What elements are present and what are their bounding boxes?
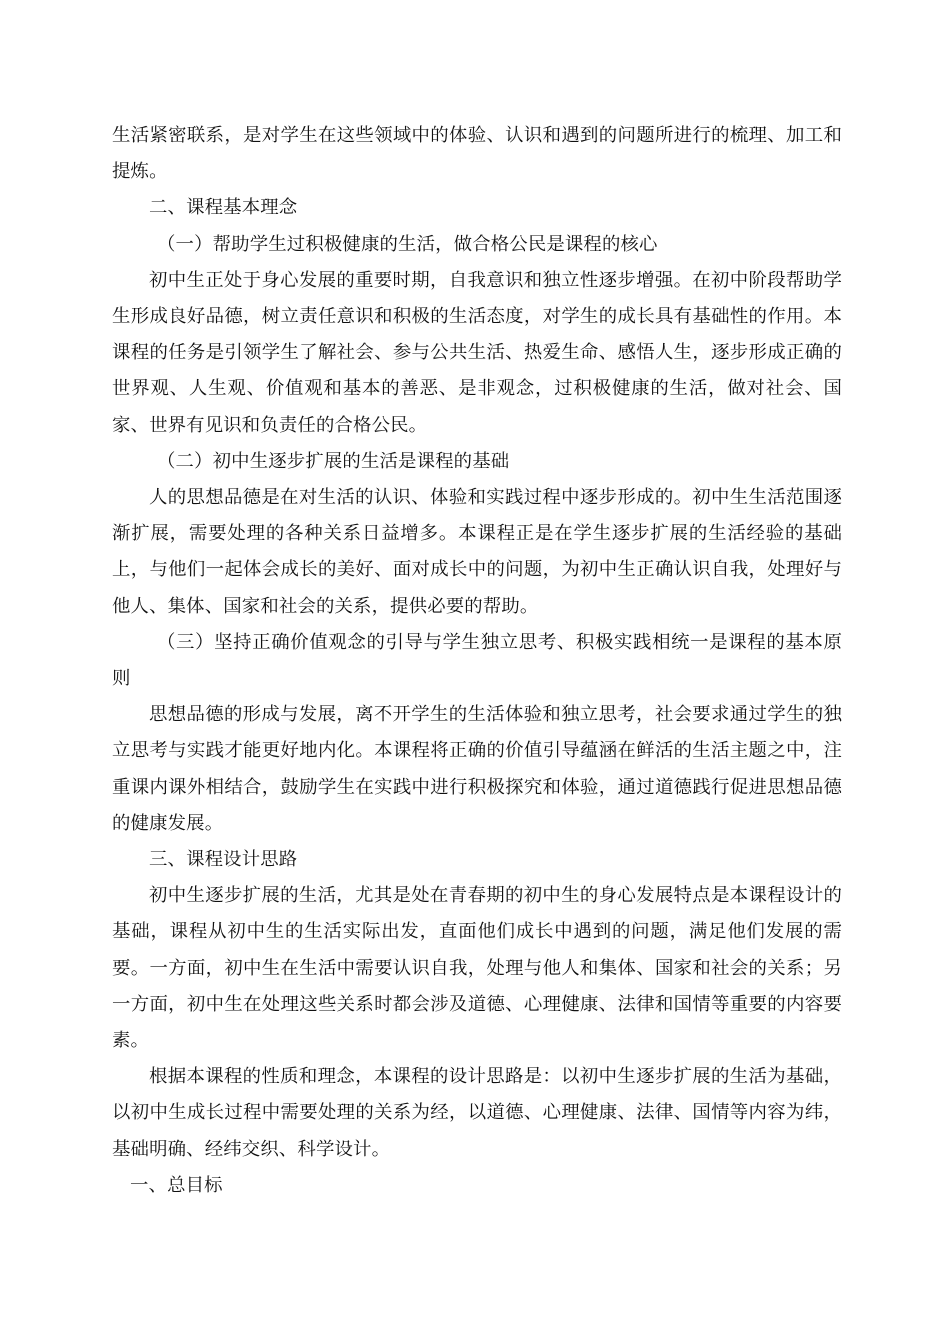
paragraph-design-approach: 根据本课程的性质和理念，本课程的设计思路是：以初中生逐步扩展的生活为基础，以初中生成长过程中需要处理的关系为经，以道德、心理健康、法律、国情等内容为纬，基础明确、经纬交织、科学设计。 [112,1066,842,1160]
subheading-core: （一）帮助学生过积极健康的生活，做合格公民是课程的核心 [157,233,658,255]
paragraph-principle: 思想品德的形成与发展，离不开学生的生活体验和独立思考，社会要求通过学生的独立思考与实践才能更好地内化。本课程将正确的价值引导蕴涵在鲜活的生活主题之中，注重课内课外相结合，鼓励学生在实践中进行积极探究和体验，通过道德践行促进思想品德的健康发展。 [112,704,842,834]
subheading-foundation: （二）初中生逐步扩展的生活是课程的基础 [157,450,510,472]
paragraph-foundation: 人的思想品德是在对生活的认识、体验和实践过程中逐步形成的。初中生生活范围逐渐扩展，需要处理的各种关系日益增多。本课程正是在学生逐步扩展的生活经验的基础上，与他们一起体会成长的美好、面对成长中的问题，为初中生正确认识自我，处理好与他人、集体、国家和社会的关系，提供必要的帮助。 [112,487,842,617]
section-heading-overall-goal: 一、总目标 [130,1174,223,1196]
section-heading-design: 三、课程设计思路 [149,849,298,871]
document-body [112,118,842,1204]
paragraph-core: 初中生正处于身心发展的重要时期，自我意识和独立性逐步增强。在初中阶段帮助学生形成良好品德，树立责任意识和积极的生活态度，对学生的成长具有基础性的作用。本课程的任务是引领学生了解社会、参与公共生活、热爱生命、感悟人生，逐步形成正确的世界观、人生观、价值观和基本的善恶、是非观念，过积极健康的生活，做对社会、国家、世界有见识和负责任的合格公民。 [112,269,842,436]
section-heading-basic-concepts: 二、课程基本理念 [149,197,298,219]
subheading-principle: （三）坚持正确价值观念的引导与学生独立思考、积极实践相统一是课程的基本原则 [112,631,842,690]
paragraph-continuation: 生活紧密联系，是对学生在这些领域中的体验、认识和遇到的问题所进行的梳理、加工和提炼。 [112,125,842,183]
paragraph-design-basis: 初中生逐步扩展的生活，尤其是处在青春期的初中生的身心发展特点是本课程设计的基础，课程从初中生的生活实际出发，直面他们成长中遇到的问题，满足他们发展的需要。一方面，初中生在生活中需要认识自我，处理与他人和集体、国家和社会的关系；另一方面，初中生在处理这些关系时都会涉及道德、心理健康、法律和国情等重要的内容要素。 [112,885,842,1052]
